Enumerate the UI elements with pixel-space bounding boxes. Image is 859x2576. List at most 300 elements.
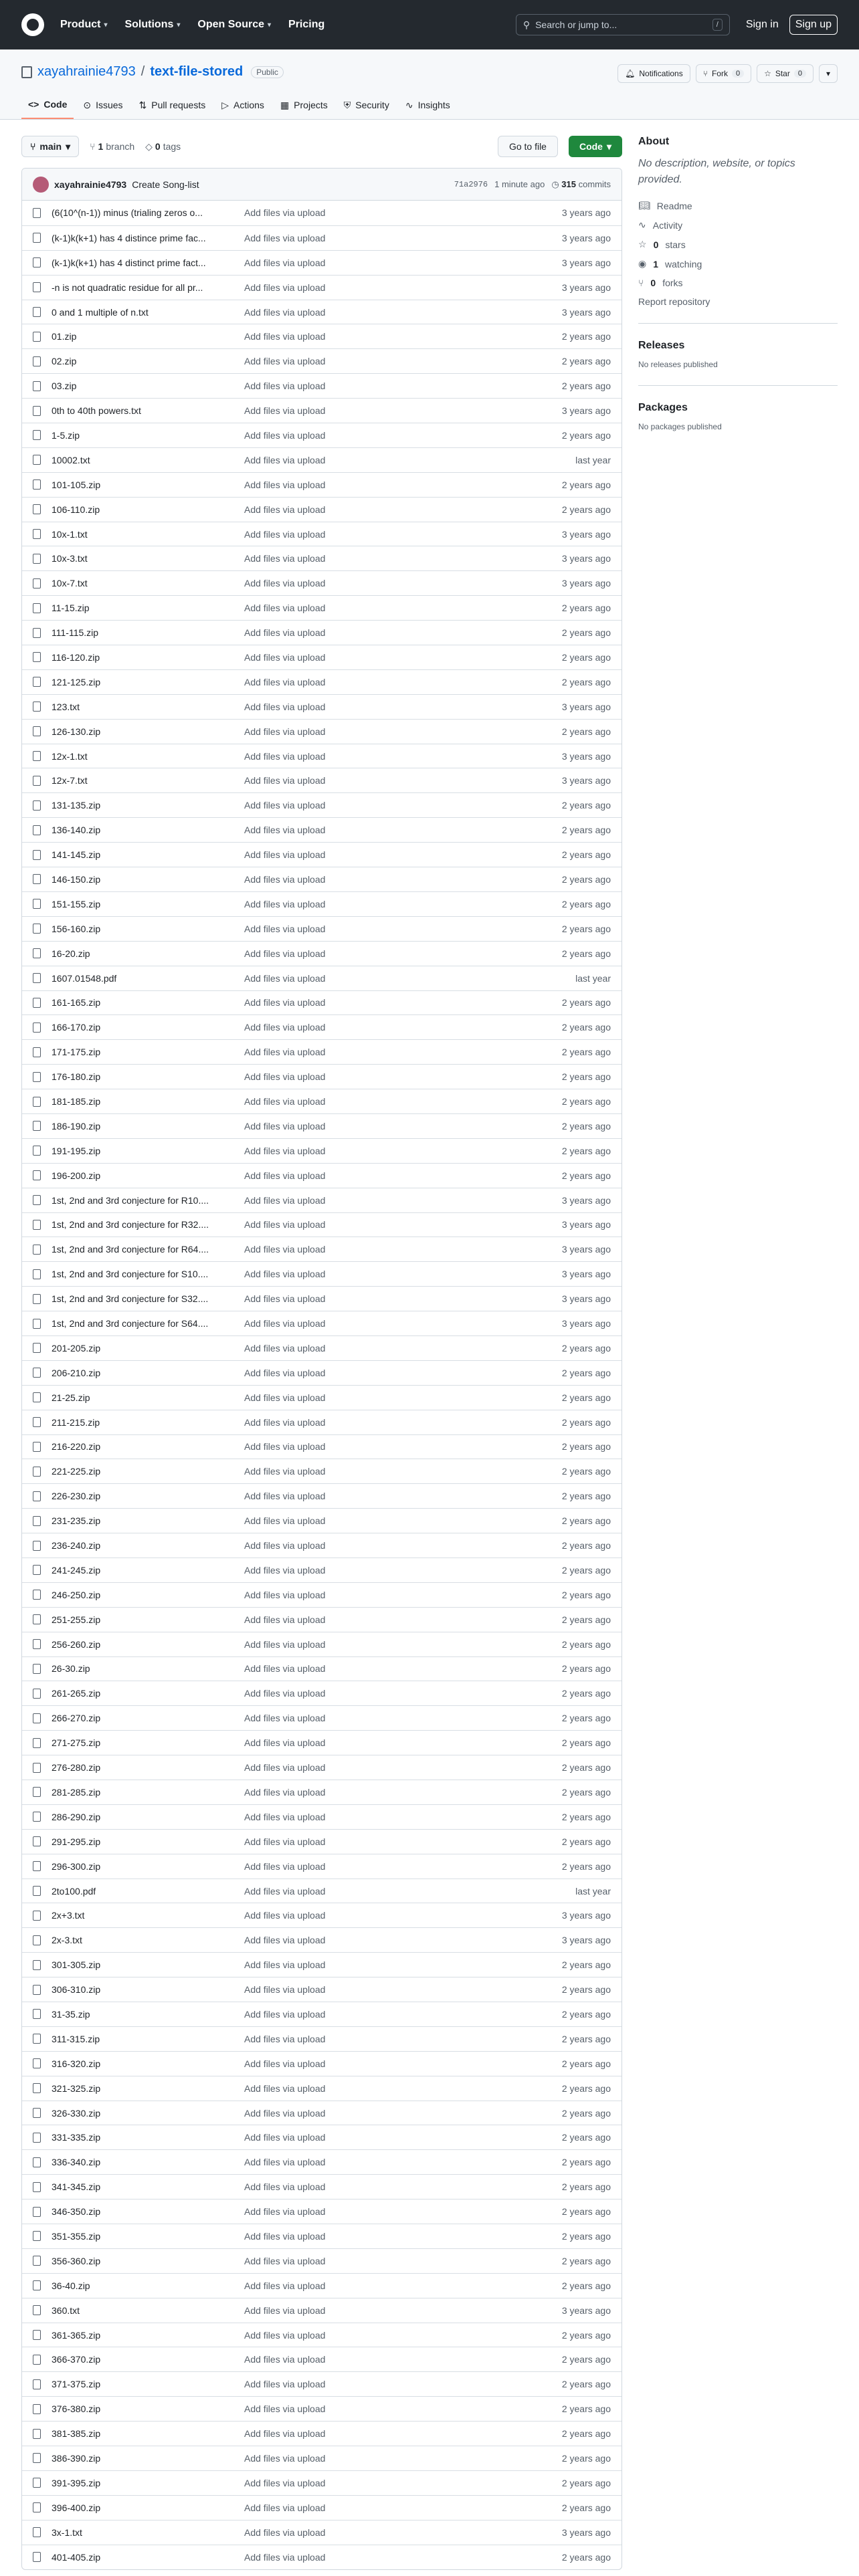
code-button[interactable]: [569, 136, 622, 157]
file-name-link[interactable]: 256-260.zip: [52, 1638, 101, 1650]
fork-button[interactable]: [696, 64, 751, 83]
file-name-link[interactable]: 386-390.zip: [52, 2452, 101, 2464]
file-commit-message-link[interactable]: Add files via upload: [244, 1022, 326, 1033]
file-name-link[interactable]: 226-230.zip: [52, 1491, 101, 1502]
file-commit-message-link[interactable]: Add files via upload: [244, 923, 326, 934]
go-to-file-button[interactable]: Go to file: [498, 136, 558, 157]
file-name-link[interactable]: 346-350.zip: [52, 2206, 101, 2218]
file-commit-message-link[interactable]: Add files via upload: [244, 504, 326, 515]
file-commit-message-link[interactable]: Add files via upload: [244, 1318, 326, 1329]
file-name-link[interactable]: 02.zip: [52, 356, 77, 367]
file-row[interactable]: [22, 2125, 622, 2149]
stars-link[interactable]: [638, 239, 838, 250]
file-row[interactable]: [22, 497, 622, 522]
file-commit-message-link[interactable]: Add files via upload: [244, 2527, 326, 2538]
file-commit-message-link[interactable]: Add files via upload: [244, 2329, 326, 2341]
file-name-link[interactable]: 276-280.zip: [52, 1762, 101, 1774]
file-row[interactable]: [22, 1582, 622, 1607]
file-commit-message-link[interactable]: Add files via upload: [244, 2551, 326, 2563]
file-commit-message-link[interactable]: Add files via upload: [244, 479, 326, 490]
file-row[interactable]: [22, 1804, 622, 1829]
file-row[interactable]: [22, 398, 622, 423]
file-name-link[interactable]: 136-140.zip: [52, 825, 101, 836]
file-commit-message-link[interactable]: Add files via upload: [244, 1811, 326, 1822]
file-commit-message-link[interactable]: Add files via upload: [244, 2452, 326, 2464]
file-row[interactable]: [22, 1410, 622, 1434]
file-commit-message-link[interactable]: Add files via upload: [244, 1096, 326, 1107]
file-name-link[interactable]: 10x-1.txt: [52, 528, 88, 540]
file-commit-message-link[interactable]: Add files via upload: [244, 701, 326, 712]
file-commit-message-link[interactable]: Add files via upload: [244, 1959, 326, 1971]
file-name-link[interactable]: (6(10^(n-1)) minus (trialing zeros o...: [52, 207, 203, 219]
file-row[interactable]: [22, 2026, 622, 2051]
file-commit-message-link[interactable]: Add files via upload: [244, 1860, 326, 1872]
file-row[interactable]: [22, 2470, 622, 2495]
file-row[interactable]: [22, 348, 622, 373]
file-row[interactable]: [22, 2545, 622, 2569]
file-row[interactable]: [22, 2371, 622, 2396]
file-row[interactable]: [22, 1385, 622, 1410]
file-commit-message-link[interactable]: Add files via upload: [244, 1047, 326, 1058]
file-commit-message-link[interactable]: Add files via upload: [244, 972, 326, 984]
file-row[interactable]: [22, 300, 622, 324]
file-commit-message-link[interactable]: Add files via upload: [244, 1441, 326, 1453]
file-row[interactable]: [22, 275, 622, 300]
file-row[interactable]: [22, 792, 622, 817]
file-name-link[interactable]: 16-20.zip: [52, 948, 90, 959]
search-input[interactable]: [516, 14, 730, 35]
file-row[interactable]: [22, 620, 622, 645]
file-name-link[interactable]: 126-130.zip: [52, 726, 101, 737]
github-logo-icon[interactable]: [21, 13, 44, 36]
file-commit-message-link[interactable]: Add files via upload: [244, 726, 326, 737]
file-commit-message-link[interactable]: Add files via upload: [244, 1713, 326, 1724]
file-commit-message-link[interactable]: Add files via upload: [244, 1688, 326, 1699]
file-commit-message-link[interactable]: Add files via upload: [244, 775, 326, 786]
file-commit-message-link[interactable]: Add files via upload: [244, 578, 326, 589]
commits-link[interactable]: [551, 179, 611, 190]
file-commit-message-link[interactable]: Add files via upload: [244, 381, 326, 392]
file-name-link[interactable]: 166-170.zip: [52, 1022, 101, 1033]
file-commit-message-link[interactable]: Add files via upload: [244, 1367, 326, 1378]
file-name-link[interactable]: 26-30.zip: [52, 1663, 90, 1675]
file-row[interactable]: [22, 2002, 622, 2026]
file-row[interactable]: [22, 2076, 622, 2101]
file-name-link[interactable]: 141-145.zip: [52, 849, 101, 861]
file-row[interactable]: [22, 570, 622, 595]
file-commit-message-link[interactable]: Add files via upload: [244, 2280, 326, 2291]
file-name-link[interactable]: 246-250.zip: [52, 1589, 101, 1600]
file-name-link[interactable]: 156-160.zip: [52, 923, 101, 934]
tab-projects[interactable]: [274, 99, 335, 119]
file-commit-message-link[interactable]: Add files via upload: [244, 1885, 326, 1897]
file-name-link[interactable]: 1st, 2nd and 3rd conjecture for R32....: [52, 1219, 209, 1230]
file-row[interactable]: [22, 2101, 622, 2125]
file-name-link[interactable]: 266-270.zip: [52, 1713, 101, 1724]
file-commit-message-link[interactable]: Add files via upload: [244, 1737, 326, 1749]
file-name-link[interactable]: 161-165.zip: [52, 997, 101, 1008]
file-name-link[interactable]: 351-355.zip: [52, 2230, 101, 2242]
file-commit-message-link[interactable]: Add files via upload: [244, 2107, 326, 2119]
file-name-link[interactable]: 0th to 40th powers.txt: [52, 405, 141, 417]
file-row[interactable]: [22, 842, 622, 867]
file-name-link[interactable]: 311-315.zip: [52, 2033, 100, 2044]
file-name-link[interactable]: 336-340.zip: [52, 2157, 101, 2168]
file-commit-message-link[interactable]: Add files via upload: [244, 849, 326, 861]
watching-link[interactable]: [638, 258, 838, 270]
file-commit-message-link[interactable]: Add files via upload: [244, 2058, 326, 2069]
file-row[interactable]: [22, 817, 622, 842]
signup-button[interactable]: Sign up: [789, 15, 838, 35]
file-row[interactable]: [22, 669, 622, 694]
file-row[interactable]: [22, 1014, 622, 1039]
file-row[interactable]: [22, 1829, 622, 1854]
file-name-link[interactable]: 206-210.zip: [52, 1367, 101, 1378]
file-row[interactable]: [22, 1138, 622, 1163]
file-row[interactable]: [22, 1360, 622, 1385]
file-name-link[interactable]: 371-375.zip: [52, 2379, 101, 2390]
file-row[interactable]: [22, 1237, 622, 1261]
file-commit-message-link[interactable]: Add files via upload: [244, 997, 326, 1008]
file-name-link[interactable]: -n is not quadratic residue for all pr...: [52, 282, 203, 293]
file-name-link[interactable]: 191-195.zip: [52, 1145, 101, 1156]
readme-link[interactable]: [638, 200, 838, 211]
file-name-link[interactable]: 286-290.zip: [52, 1811, 101, 1822]
file-commit-message-link[interactable]: Add files via upload: [244, 1910, 326, 1921]
file-name-link[interactable]: 211-215.zip: [52, 1416, 100, 1428]
file-name-link[interactable]: 360.txt: [52, 2304, 80, 2316]
file-name-link[interactable]: 1st, 2nd and 3rd conjecture for S64....: [52, 1318, 209, 1329]
file-name-link[interactable]: 376-380.zip: [52, 2403, 101, 2415]
file-commit-message-link[interactable]: Add files via upload: [244, 1663, 326, 1675]
file-row[interactable]: [22, 2347, 622, 2371]
file-row[interactable]: [22, 941, 622, 966]
file-commit-message-link[interactable]: Add files via upload: [244, 1219, 326, 1230]
commit-author[interactable]: xayahrainie4793: [54, 179, 127, 190]
file-row[interactable]: [22, 1089, 622, 1113]
file-commit-message-link[interactable]: Add files via upload: [244, 948, 326, 959]
file-row[interactable]: [22, 546, 622, 570]
file-commit-message-link[interactable]: Add files via upload: [244, 651, 326, 663]
file-name-link[interactable]: 216-220.zip: [52, 1441, 101, 1453]
file-name-link[interactable]: 03.zip: [52, 381, 77, 392]
file-row[interactable]: [22, 891, 622, 916]
nav-open-source[interactable]: [197, 19, 271, 31]
file-row[interactable]: [22, 225, 622, 250]
file-row[interactable]: [22, 1113, 622, 1138]
file-commit-message-link[interactable]: Add files via upload: [244, 1293, 326, 1305]
file-name-link[interactable]: 1st, 2nd and 3rd conjecture for R10....: [52, 1194, 209, 1206]
file-row[interactable]: [22, 1755, 622, 1780]
file-name-link[interactable]: 291-295.zip: [52, 1836, 101, 1847]
file-row[interactable]: [22, 916, 622, 941]
file-name-link[interactable]: 2x+3.txt: [52, 1910, 85, 1921]
star-dropdown-button[interactable]: [819, 64, 838, 83]
file-name-link[interactable]: 281-285.zip: [52, 1786, 101, 1798]
file-commit-message-link[interactable]: Add files via upload: [244, 2181, 326, 2193]
file-row[interactable]: [22, 1927, 622, 1952]
file-name-link[interactable]: 2x-3.txt: [52, 1935, 82, 1946]
file-commit-message-link[interactable]: Add files via upload: [244, 429, 326, 441]
file-name-link[interactable]: 1607.01548.pdf: [52, 972, 117, 984]
file-name-link[interactable]: 171-175.zip: [52, 1047, 101, 1058]
file-commit-message-link[interactable]: Add files via upload: [244, 1170, 326, 1181]
file-row[interactable]: [22, 1730, 622, 1755]
file-row[interactable]: [22, 324, 622, 348]
nav-pricing[interactable]: [288, 19, 324, 31]
file-row[interactable]: [22, 1261, 622, 1286]
report-repository-link[interactable]: Report repository: [638, 296, 710, 307]
file-name-link[interactable]: 186-190.zip: [52, 1120, 101, 1132]
file-row[interactable]: [22, 1188, 622, 1212]
file-row[interactable]: [22, 1977, 622, 2002]
file-commit-message-link[interactable]: Add files via upload: [244, 2206, 326, 2218]
file-commit-message-link[interactable]: Add files via upload: [244, 207, 326, 219]
file-commit-message-link[interactable]: Add files via upload: [244, 528, 326, 540]
commit-hash[interactable]: 71a2976: [454, 179, 488, 189]
file-row[interactable]: [22, 694, 622, 719]
file-commit-message-link[interactable]: Add files via upload: [244, 676, 326, 687]
file-name-link[interactable]: 146-150.zip: [52, 873, 101, 885]
file-name-link[interactable]: 321-325.zip: [52, 2082, 101, 2094]
repo-name-link[interactable]: text-file-stored: [150, 64, 244, 79]
file-name-link[interactable]: 116-120.zip: [52, 651, 100, 663]
file-commit-message-link[interactable]: Add files via upload: [244, 2230, 326, 2242]
file-commit-message-link[interactable]: Add files via upload: [244, 1145, 326, 1156]
file-row[interactable]: [22, 1286, 622, 1311]
file-row[interactable]: [22, 1039, 622, 1064]
tab-actions[interactable]: [215, 99, 271, 119]
file-name-link[interactable]: 2to100.pdf: [52, 1885, 96, 1897]
file-name-link[interactable]: 3x-1.txt: [52, 2527, 82, 2538]
file-commit-message-link[interactable]: Add files via upload: [244, 257, 326, 268]
file-name-link[interactable]: 131-135.zip: [52, 800, 101, 811]
file-name-link[interactable]: (k-1)k(k+1) has 4 distince prime fac...: [52, 232, 206, 243]
file-commit-message-link[interactable]: Add files via upload: [244, 1984, 326, 1996]
file-row[interactable]: [22, 645, 622, 669]
file-commit-message-link[interactable]: Add files via upload: [244, 873, 326, 885]
file-row[interactable]: [22, 2520, 622, 2545]
nav-solutions[interactable]: [124, 19, 180, 31]
file-name-link[interactable]: 10002.txt: [52, 454, 90, 465]
file-row[interactable]: [22, 1656, 622, 1681]
file-row[interactable]: [22, 2248, 622, 2273]
file-row[interactable]: [22, 1163, 622, 1188]
file-row[interactable]: [22, 719, 622, 744]
file-name-link[interactable]: 31-35.zip: [52, 2008, 90, 2020]
file-row[interactable]: [22, 2224, 622, 2248]
file-name-link[interactable]: 221-225.zip: [52, 1466, 101, 1477]
file-name-link[interactable]: 331-335.zip: [52, 2132, 101, 2143]
file-name-link[interactable]: 12x-1.txt: [52, 750, 88, 762]
releases-title[interactable]: Releases: [638, 340, 685, 351]
file-row[interactable]: [22, 768, 622, 792]
file-commit-message-link[interactable]: Add files via upload: [244, 306, 326, 318]
file-commit-message-link[interactable]: Add files via upload: [244, 2428, 326, 2440]
file-commit-message-link[interactable]: Add files via upload: [244, 2132, 326, 2143]
tab-security[interactable]: [337, 99, 396, 119]
activity-link[interactable]: [638, 219, 838, 231]
avatar[interactable]: [33, 177, 49, 193]
file-row[interactable]: [22, 1903, 622, 1927]
file-row[interactable]: [22, 867, 622, 891]
file-commit-message-link[interactable]: Add files via upload: [244, 1540, 326, 1551]
file-name-link[interactable]: 236-240.zip: [52, 1540, 101, 1551]
file-name-link[interactable]: 196-200.zip: [52, 1170, 101, 1181]
file-commit-message-link[interactable]: Add files via upload: [244, 1120, 326, 1132]
file-commit-message-link[interactable]: Add files via upload: [244, 627, 326, 639]
file-name-link[interactable]: 10x-7.txt: [52, 578, 88, 589]
tab-code[interactable]: [21, 99, 74, 119]
repo-owner-link[interactable]: xayahrainie4793: [37, 64, 136, 79]
file-name-link[interactable]: 326-330.zip: [52, 2107, 101, 2119]
file-name-link[interactable]: 10x-3.txt: [52, 553, 88, 564]
file-name-link[interactable]: 396-400.zip: [52, 2502, 101, 2513]
file-row[interactable]: [22, 1558, 622, 1582]
file-name-link[interactable]: 36-40.zip: [52, 2280, 90, 2291]
file-name-link[interactable]: 316-320.zip: [52, 2058, 101, 2069]
file-name-link[interactable]: 121-125.zip: [52, 676, 101, 687]
file-commit-message-link[interactable]: Add files via upload: [244, 1836, 326, 1847]
tags-link[interactable]: [145, 141, 181, 152]
file-name-link[interactable]: 01.zip: [52, 331, 77, 342]
file-commit-message-link[interactable]: Add files via upload: [244, 2379, 326, 2390]
file-commit-message-link[interactable]: Add files via upload: [244, 603, 326, 614]
file-row[interactable]: [22, 2446, 622, 2470]
packages-title[interactable]: Packages: [638, 402, 688, 413]
nav-product[interactable]: [60, 19, 107, 31]
file-row[interactable]: [22, 1632, 622, 1656]
file-row[interactable]: [22, 2174, 622, 2199]
file-commit-message-link[interactable]: Add files via upload: [244, 232, 326, 243]
file-row[interactable]: [22, 1483, 622, 1508]
file-row[interactable]: [22, 1854, 622, 1879]
branches-link[interactable]: [90, 141, 134, 152]
file-name-link[interactable]: 301-305.zip: [52, 1959, 101, 1971]
file-row[interactable]: [22, 2298, 622, 2323]
file-commit-message-link[interactable]: Add files via upload: [244, 2255, 326, 2266]
file-name-link[interactable]: 1st, 2nd and 3rd conjecture for S32....: [52, 1293, 209, 1305]
file-row[interactable]: [22, 2149, 622, 2174]
file-commit-message-link[interactable]: Add files via upload: [244, 1392, 326, 1403]
file-commit-message-link[interactable]: Add files via upload: [244, 2008, 326, 2020]
file-name-link[interactable]: 0 and 1 multiple of n.txt: [52, 306, 149, 318]
file-commit-message-link[interactable]: Add files via upload: [244, 1786, 326, 1798]
file-commit-message-link[interactable]: Add files via upload: [244, 2502, 326, 2513]
file-commit-message-link[interactable]: Add files via upload: [244, 800, 326, 811]
forks-link[interactable]: [638, 278, 838, 288]
file-commit-message-link[interactable]: Add files via upload: [244, 2304, 326, 2316]
file-name-link[interactable]: (k-1)k(k+1) has 4 distinct prime fact...: [52, 257, 206, 268]
file-commit-message-link[interactable]: Add files via upload: [244, 1071, 326, 1083]
file-commit-message-link[interactable]: Add files via upload: [244, 1466, 326, 1477]
file-row[interactable]: [22, 1335, 622, 1360]
file-row[interactable]: [22, 472, 622, 497]
file-row[interactable]: [22, 1705, 622, 1730]
file-commit-message-link[interactable]: Add files via upload: [244, 2477, 326, 2488]
file-row[interactable]: [22, 990, 622, 1015]
tab-pull-requests[interactable]: [132, 99, 213, 119]
file-row[interactable]: [22, 1879, 622, 1903]
file-commit-message-link[interactable]: Add files via upload: [244, 825, 326, 836]
file-name-link[interactable]: 356-360.zip: [52, 2255, 101, 2266]
file-name-link[interactable]: 21-25.zip: [52, 1392, 90, 1403]
file-row[interactable]: [22, 1780, 622, 1804]
file-commit-message-link[interactable]: Add files via upload: [244, 1564, 326, 1576]
file-commit-message-link[interactable]: Add files via upload: [244, 1416, 326, 1428]
file-name-link[interactable]: 251-255.zip: [52, 1614, 101, 1625]
file-name-link[interactable]: 401-405.zip: [52, 2551, 101, 2563]
file-name-link[interactable]: 11-15.zip: [52, 603, 90, 614]
file-row[interactable]: [22, 2396, 622, 2421]
branch-select-button[interactable]: [21, 136, 79, 157]
file-commit-message-link[interactable]: Add files via upload: [244, 1614, 326, 1625]
file-commit-message-link[interactable]: Add files via upload: [244, 1515, 326, 1527]
notifications-button[interactable]: [617, 64, 690, 83]
tab-insights[interactable]: [399, 99, 457, 119]
file-name-link[interactable]: 181-185.zip: [52, 1096, 101, 1107]
file-name-link[interactable]: 231-235.zip: [52, 1515, 101, 1527]
file-commit-message-link[interactable]: Add files via upload: [244, 1935, 326, 1946]
file-row[interactable]: [22, 373, 622, 398]
file-name-link[interactable]: 366-370.zip: [52, 2354, 101, 2365]
signin-link[interactable]: Sign in: [745, 19, 779, 30]
file-commit-message-link[interactable]: Add files via upload: [244, 405, 326, 417]
file-name-link[interactable]: 111-115.zip: [52, 627, 99, 639]
file-commit-message-link[interactable]: Add files via upload: [244, 356, 326, 367]
file-name-link[interactable]: 106-110.zip: [52, 504, 100, 515]
file-row[interactable]: [22, 1607, 622, 1632]
file-row[interactable]: [22, 2495, 622, 2520]
file-commit-message-link[interactable]: Add files via upload: [244, 1269, 326, 1280]
file-name-link[interactable]: 1st, 2nd and 3rd conjecture for R64....: [52, 1244, 209, 1255]
file-name-link[interactable]: 1-5.zip: [52, 429, 80, 441]
file-row[interactable]: [22, 1212, 622, 1237]
file-commit-message-link[interactable]: Add files via upload: [244, 454, 326, 465]
file-name-link[interactable]: 176-180.zip: [52, 1071, 101, 1083]
file-commit-message-link[interactable]: Add files via upload: [244, 1762, 326, 1774]
file-row[interactable]: [22, 447, 622, 472]
file-row[interactable]: [22, 595, 622, 620]
file-commit-message-link[interactable]: Add files via upload: [244, 898, 326, 909]
file-commit-message-link[interactable]: Add files via upload: [244, 553, 326, 564]
file-name-link[interactable]: 361-365.zip: [52, 2329, 101, 2341]
file-row[interactable]: [22, 2323, 622, 2347]
file-name-link[interactable]: 261-265.zip: [52, 1688, 101, 1699]
file-row[interactable]: [22, 2421, 622, 2446]
file-row[interactable]: [22, 1681, 622, 1705]
file-commit-message-link[interactable]: Add files via upload: [244, 1638, 326, 1650]
file-name-link[interactable]: 341-345.zip: [52, 2181, 101, 2193]
file-commit-message-link[interactable]: Add files via upload: [244, 282, 326, 293]
file-name-link[interactable]: 271-275.zip: [52, 1737, 101, 1749]
file-row[interactable]: [22, 250, 622, 275]
file-name-link[interactable]: 151-155.zip: [52, 898, 101, 909]
commit-message[interactable]: Create Song-list: [132, 179, 199, 190]
file-name-link[interactable]: 1st, 2nd and 3rd conjecture for S10....: [52, 1269, 209, 1280]
file-commit-message-link[interactable]: Add files via upload: [244, 331, 326, 342]
star-button[interactable]: [757, 64, 814, 83]
file-name-link[interactable]: 381-385.zip: [52, 2428, 101, 2440]
file-commit-message-link[interactable]: Add files via upload: [244, 2403, 326, 2415]
file-row[interactable]: [22, 744, 622, 768]
file-name-link[interactable]: 201-205.zip: [52, 1342, 101, 1354]
file-row[interactable]: [22, 1508, 622, 1533]
file-name-link[interactable]: 306-310.zip: [52, 1984, 101, 1996]
file-row[interactable]: [22, 2273, 622, 2298]
file-name-link[interactable]: 296-300.zip: [52, 1860, 101, 1872]
file-commit-message-link[interactable]: Add files via upload: [244, 1589, 326, 1600]
